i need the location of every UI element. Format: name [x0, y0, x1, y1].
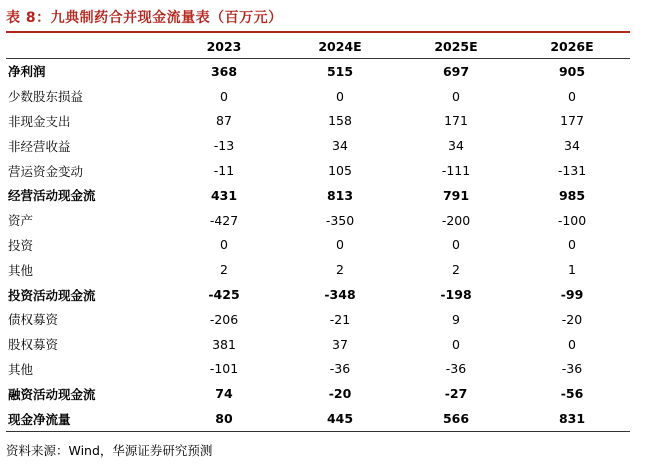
value-cell: -56	[560, 386, 584, 402]
value-cell: 34	[448, 138, 464, 154]
value-cell: 905	[558, 63, 586, 79]
table-row	[6, 84, 630, 109]
value-cell: 0	[220, 88, 228, 104]
value-cell: 171	[444, 113, 468, 129]
value-cell: -11	[213, 163, 235, 179]
row-label: 股权募资	[8, 337, 59, 353]
row-label: 非现金支出	[8, 113, 71, 129]
value-cell: 0	[336, 237, 344, 253]
source-note: 资料来源：Wind，华源证券研究预测	[6, 443, 213, 458]
row-label: 现金净流量	[6, 406, 166, 431]
table-body	[6, 59, 630, 432]
value-cell: 34	[332, 138, 348, 154]
row-label: 投资	[8, 237, 34, 253]
title-divider	[6, 31, 630, 33]
table-row	[6, 133, 630, 158]
value-cell: 1	[568, 262, 576, 278]
value-cell: -111	[441, 163, 471, 179]
row-label: 其他	[8, 361, 34, 377]
value-cell: 177	[560, 113, 584, 129]
value-cell: 34	[564, 138, 580, 154]
table-row	[6, 381, 630, 406]
value-cell: 445	[282, 406, 398, 431]
header-label-cell	[6, 34, 166, 59]
value-cell: -20	[328, 386, 352, 402]
row-label: 经营活动现金流	[8, 188, 96, 204]
row-label: 营运资金变动	[8, 163, 84, 179]
header-year-2025e: 2025E	[398, 34, 514, 59]
header-year-2024e: 2024E	[282, 34, 398, 59]
table-row	[6, 233, 630, 258]
value-cell: 697	[442, 63, 470, 79]
value-cell: 2	[452, 262, 460, 278]
table-row	[6, 357, 630, 382]
row-label: 少数股东损益	[8, 89, 84, 105]
table-row	[6, 307, 630, 332]
value-cell: 2	[220, 262, 228, 278]
value-cell: -20	[561, 311, 583, 327]
header-row	[6, 34, 630, 59]
table-row	[6, 406, 630, 431]
value-cell: 0	[568, 88, 576, 104]
value-cell: 0	[568, 336, 576, 352]
value-cell: -198	[440, 287, 472, 303]
value-cell: 831	[514, 406, 630, 431]
value-cell: -36	[329, 361, 351, 377]
row-label: 债权募资	[8, 312, 59, 328]
value-cell: 0	[452, 336, 460, 352]
table-row	[6, 332, 630, 357]
row-label: 非经营收益	[8, 138, 71, 154]
value-cell: 37	[332, 336, 348, 352]
row-label: 其他	[8, 262, 34, 278]
value-cell: -27	[444, 386, 468, 402]
value-cell: -206	[209, 311, 239, 327]
value-cell: 80	[166, 406, 282, 431]
value-cell: -13	[213, 138, 235, 154]
value-cell: 0	[452, 237, 460, 253]
table-row	[6, 183, 630, 208]
table-title: 表 8：九典制药合并现金流量表（百万元）	[6, 10, 283, 26]
row-label: 资产	[8, 213, 34, 229]
value-cell: 158	[328, 113, 352, 129]
value-cell: 813	[326, 187, 354, 203]
value-cell: -131	[557, 163, 587, 179]
table-row	[6, 282, 630, 307]
row-label: 净利润	[8, 64, 46, 80]
value-cell: 368	[210, 63, 238, 79]
header-year-2023: 2023	[166, 34, 282, 59]
value-cell: 87	[216, 113, 232, 129]
table-row	[6, 59, 630, 84]
value-cell: 431	[210, 187, 238, 203]
table-row	[6, 257, 630, 282]
value-cell: -99	[560, 287, 584, 303]
header-year-2026e: 2026E	[514, 34, 630, 59]
value-cell: 105	[328, 163, 352, 179]
value-cell: 9	[452, 311, 460, 327]
value-cell: 985	[558, 187, 586, 203]
value-cell: -350	[325, 212, 355, 228]
table-row	[6, 208, 630, 233]
value-cell: -200	[441, 212, 471, 228]
cash-flow-table	[6, 34, 630, 432]
value-cell: -101	[209, 361, 239, 377]
value-cell: 0	[452, 88, 460, 104]
value-cell: -427	[209, 212, 239, 228]
value-cell: 2	[336, 262, 344, 278]
value-cell: 74	[215, 386, 233, 402]
value-cell: 0	[220, 237, 228, 253]
value-cell: -425	[208, 287, 240, 303]
value-cell: -348	[324, 287, 356, 303]
value-cell: 791	[442, 187, 470, 203]
value-cell: 515	[326, 63, 354, 79]
table-row	[6, 158, 630, 183]
value-cell: -21	[329, 311, 351, 327]
value-cell: -100	[557, 212, 587, 228]
value-cell: 0	[336, 88, 344, 104]
row-label: 融资活动现金流	[8, 386, 96, 402]
value-cell: -36	[561, 361, 583, 377]
value-cell: 566	[398, 406, 514, 431]
value-cell: 381	[212, 336, 236, 352]
table-row	[6, 109, 630, 134]
value-cell: -36	[445, 361, 467, 377]
row-label: 投资活动现金流	[8, 287, 96, 303]
value-cell: 0	[568, 237, 576, 253]
